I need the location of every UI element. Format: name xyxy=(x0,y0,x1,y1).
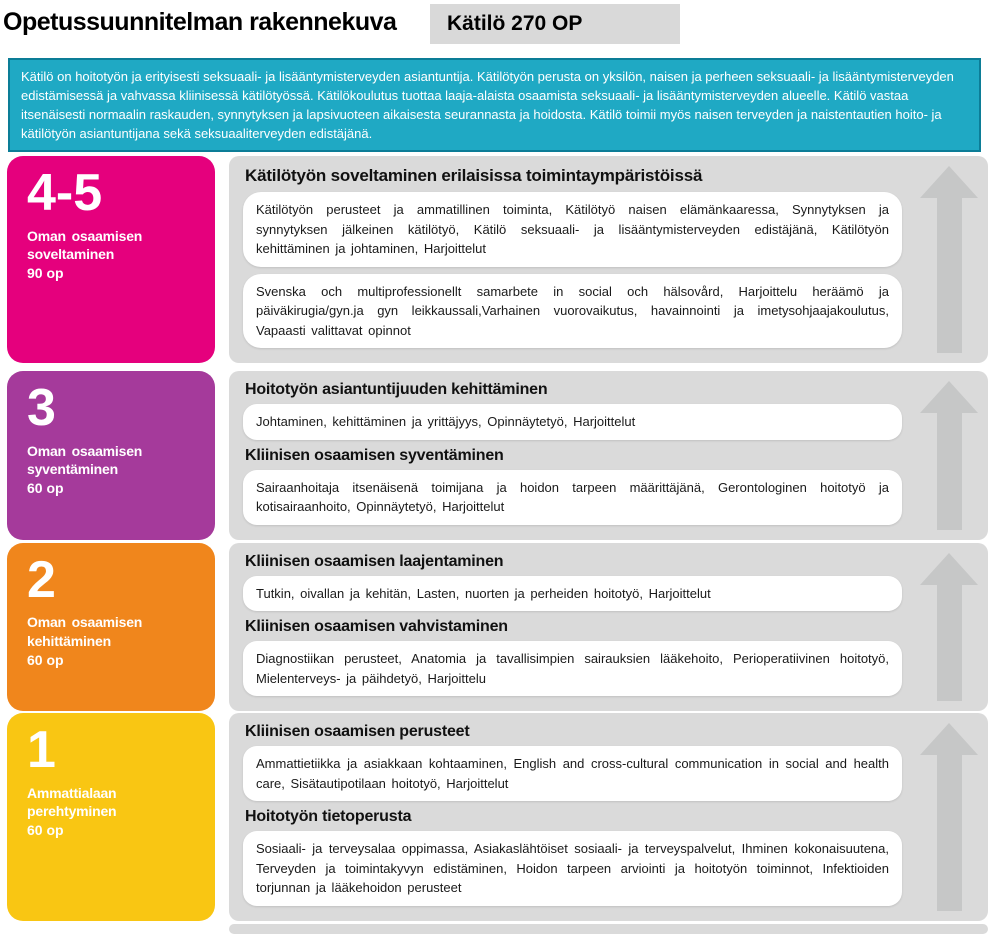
section-heading: Kätilötyön soveltaminen erilaisissa toimintaympäristöissä xyxy=(245,166,703,185)
level-credits: 60 op xyxy=(27,822,64,839)
level-row-3 xyxy=(7,371,988,540)
section-heading: Kliinisen osaamisen syventäminen xyxy=(245,446,504,464)
up-arrow-stem xyxy=(937,198,962,353)
header xyxy=(0,0,995,56)
up-arrow-stem xyxy=(937,585,962,702)
up-arrow-icon xyxy=(920,553,978,702)
section-heading: Kliinisen osaamisen perusteet xyxy=(245,723,470,740)
section-heading: Hoitotyön asiantuntijuuden kehittäminen xyxy=(245,381,548,398)
level-block-4-5 xyxy=(7,156,215,363)
page-title: Opetussuunnitelman rakennekuva xyxy=(3,8,397,36)
level-number: 3 xyxy=(27,379,56,437)
level-credits: 60 op xyxy=(27,651,64,668)
level-row-4-5 xyxy=(7,156,988,363)
course-box: Kätilötyön perusteet ja ammatillinen toiminta, Kätilötyö naisen elämänkaaressa, Synnytyksen ja synnytyksen jälkeinen kätilötyö, Kätilö seksuaali- ja lisääntymisterveyden edistäjänä, Kätilötyön kehittäminen ja johtaminen, Harjoittelut xyxy=(243,192,902,267)
level-row-1 xyxy=(7,713,988,921)
course-box: Svenska och multiprofessionellt samarbete in social och hälsovård, Harjoittelu heräämö ja päiväkirugia/gyn.ja gyn leikkaussali,Varhainen vuorovaikutus, havainnointi ja imetysohjaajakoulutus, Vapaasti valittavat opinnot xyxy=(243,274,902,349)
course-box: Diagnostiikan perusteet, Anatomia ja tavallisimpien sairauksien lääkehoito, Perioperatiivinen hoitotyö, Mielenterveys- ja päihdetyö, Harjoittelu xyxy=(243,641,902,696)
level-number: 2 xyxy=(27,550,56,609)
course-box: Johtaminen, kehittäminen ja yrittäjyys, Opinnäytetyö, Harjoittelut xyxy=(243,404,902,440)
level-label: Oman osaamisen kehittäminen xyxy=(27,614,143,649)
level-panel-4-5 xyxy=(229,156,988,363)
up-arrow-icon xyxy=(920,381,978,530)
level-credits: 60 op xyxy=(27,480,64,497)
bottom-bar xyxy=(229,924,988,934)
level-label: Oman osaamisen soveltaminen xyxy=(27,227,143,263)
intro-box: Kätilö on hoitotyön ja erityisesti seksuaali- ja lisääntymisterveyden asiantuntija. Kätilötyön perusta on yksilön, naisen ja perheen seksuaali- ja lisääntymisterveyden edistämisessä ja vahvassa kliinisessä kätilötyössä. Kätilökoulutus tuottaa laaja-alaista osaamista seksuaali- ja lisääntymisterveyden alueelle. Kätilö vastaa itsenäisesti normaalin raskauden, synnytyksen ja lapsivuoteen aikaisesta seurannasta ja hoidosta. Kätilö toimii myös naisen terveyden ja naistentautien hoito- ja kätilötyön asiantuntijana sekä seksuaaliterveyden edistäjänä. xyxy=(8,58,981,152)
course-box: Sosiaali- ja terveysalaa oppimassa, Asiakaslähtöiset sosiaali- ja terveyspalvelut, Ihminen kokonaisuutena, Terveyden ja toimintakyvyn edistäminen, Hoidon tarpeen arviointi ja hoitotyön toiminnot, Infektioiden torjunnan ja lääkehoidon perusteet xyxy=(243,831,902,906)
course-box: Tutkin, oivallan ja kehitän, Lasten, nuorten ja perheiden hoitotyö, Harjoittelut xyxy=(243,576,902,612)
level-panel-1 xyxy=(229,713,988,921)
level-block-1 xyxy=(7,713,215,921)
up-arrow-icon xyxy=(920,166,978,353)
level-block-2 xyxy=(7,543,215,712)
section-heading: Kliinisen osaamisen laajentaminen xyxy=(245,552,504,570)
level-label: Ammattialaan perehtyminen xyxy=(27,784,117,820)
level-panel-2 xyxy=(229,543,988,712)
level-number: 1 xyxy=(27,721,56,779)
curriculum-rows xyxy=(7,156,988,921)
program-badge: Kätilö 270 OP xyxy=(430,4,680,44)
course-box: Sairaanhoitaja itsenäisenä toimijana ja hoidon tarpeen määrittäjänä, Gerontologinen hoitotyö ja kotisairaanhoito, Opinnäytetyö, Harjoittelut xyxy=(243,470,902,525)
level-credits: 90 op xyxy=(27,265,64,282)
section-heading: Hoitotyön tietoperusta xyxy=(245,808,412,825)
up-arrow-head xyxy=(920,166,978,198)
level-label: Oman osaamisen syventäminen xyxy=(27,442,143,478)
up-arrow-head xyxy=(920,723,978,755)
up-arrow-icon xyxy=(920,723,978,911)
level-panel-3 xyxy=(229,371,988,540)
level-block-3 xyxy=(7,371,215,540)
up-arrow-stem xyxy=(937,413,962,530)
course-box: Ammattietiikka ja asiakkaan kohtaaminen, English and cross-cultural communication in social and health care, Sisätautipotilaan hoitotyö, Harjoittelut xyxy=(243,746,902,801)
up-arrow-head xyxy=(920,381,978,413)
level-row-2 xyxy=(7,543,988,712)
section-heading: Kliinisen osaamisen vahvistaminen xyxy=(245,618,508,635)
up-arrow-stem xyxy=(937,755,962,911)
level-number: 4-5 xyxy=(27,164,103,222)
up-arrow-head xyxy=(920,553,978,585)
